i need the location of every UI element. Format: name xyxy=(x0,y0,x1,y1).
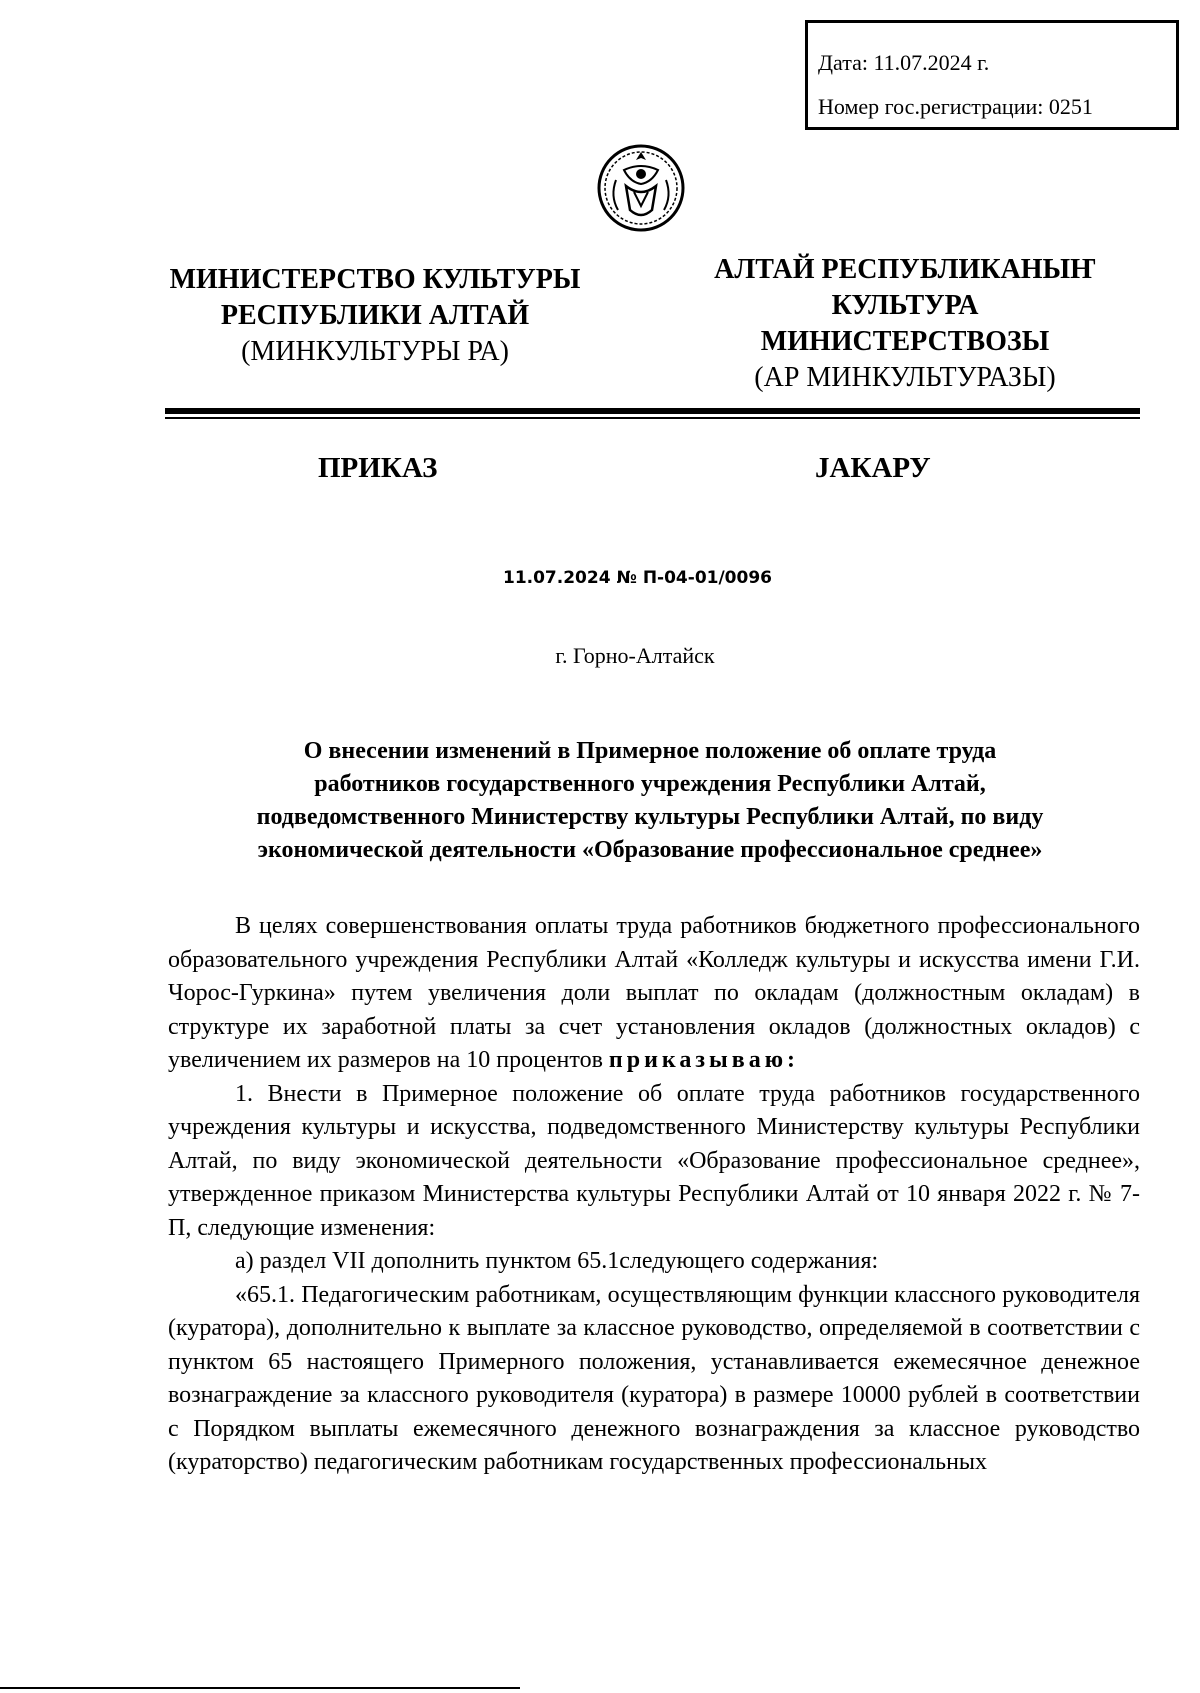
registration-date-line xyxy=(818,41,1176,85)
document-title xyxy=(160,735,1140,867)
header-divider-thin xyxy=(165,417,1140,419)
coat-of-arms-emblem-icon xyxy=(596,140,686,236)
order-command: приказываю: xyxy=(608,1047,800,1073)
footer-divider xyxy=(0,1687,520,1689)
registration-number-value: 0251 xyxy=(1048,94,1093,119)
ministry-name-alt-line-3: МИНИСТЕРСТВОЗЫ xyxy=(760,326,1050,357)
order-date-number: 11.07.2024 № П-04-01/0096 xyxy=(502,568,772,588)
clause-65-1-paragraph: «65.1. Педагогическим работникам, осуществляющим функции классного руководителя (куратора), дополнительно к выплате за классное руководство, определяемой в соответствии с пунктом 65 настоящего Примерного положения, устанавливается ежемесячное денежное вознаграждение за классного руководителя (куратора) в размере 10000 рублей в соответствии с Порядком выплаты ежемесячного денежного вознаграждения за классное руководство (кураторство) педагогическим работникам государственных профессиональных xyxy=(168,1281,1140,1475)
ministry-name-altai xyxy=(685,252,1125,396)
title-line-2: работников государственного учреждения Республики Алтай, xyxy=(314,771,986,797)
preamble-text: В целях совершенствования оплаты труда работников бюджетного профессионального образовательного учреждения Республики Алтай «Колледж культуры и искусства имени Г.И. Чорос-Гуркина» путем увеличения доли выплат по окладам (должностным окладам) в структуре их заработной платы за счет установления окладов (должностных окладов) с увеличением их размеров на 10 процентов xyxy=(168,913,1140,1073)
order-city: г. Горно-Алтайск xyxy=(555,643,715,668)
title-line-3: подведомственного Министерству культуры Республики Алтай, по виду xyxy=(256,804,1044,830)
preamble-paragraph xyxy=(168,910,1140,1078)
ministry-abbr-alt: (АР МИНКУЛЬТУРАЗЫ) xyxy=(754,362,1056,393)
ministry-name-alt-line-1: АЛТАЙ РЕСПУБЛИКАНЫҤ xyxy=(714,254,1096,285)
clause-1-paragraph: 1. Внести в Примерное положение об оплате труда работников государственного учреждения культуры и искусства, подведомственного Министерству культуры Республики Алтай, по виду экономической деятельности «Образование профессиональное среднее», утвержденное приказом Министерства культуры Республики Алтай от 10 января 2022 г. № 7-П, следующие изменения: xyxy=(168,1080,1140,1241)
title-line-4: экономической деятельности «Образование профессиональное среднее» xyxy=(257,837,1043,863)
clause-1a-paragraph: а) раздел VII дополнить пунктом 65.1следующего содержания: xyxy=(235,1248,879,1274)
registration-number-line xyxy=(818,85,1176,129)
ministry-name-ru-line-2: РЕСПУБЛИКИ АЛТАЙ xyxy=(220,300,530,331)
title-line-1: О внесении изменений в Примерное положение об оплате труда xyxy=(303,738,997,764)
ministry-name-ru-line-1: МИНИСТЕРСТВО КУЛЬТУРЫ xyxy=(169,264,581,295)
registration-number-label: Номер гос.регистрации: xyxy=(818,94,1044,119)
header-divider-thick xyxy=(165,408,1140,414)
document-body xyxy=(168,910,1140,1480)
registration-stamp-box xyxy=(805,20,1179,130)
registration-date-label: Дата: xyxy=(818,50,868,75)
ministry-name-alt-line-2: КУЛЬТУРА xyxy=(831,290,979,321)
ministry-name-russian xyxy=(150,262,600,370)
registration-date-value: 11.07.2024 г. xyxy=(873,50,990,75)
order-word-russian: ПРИКАЗ xyxy=(318,452,438,484)
ministry-abbr-ru: (МИНКУЛЬТУРЫ РА) xyxy=(241,336,509,367)
order-word-altai: ЈАКАРУ xyxy=(815,452,931,484)
